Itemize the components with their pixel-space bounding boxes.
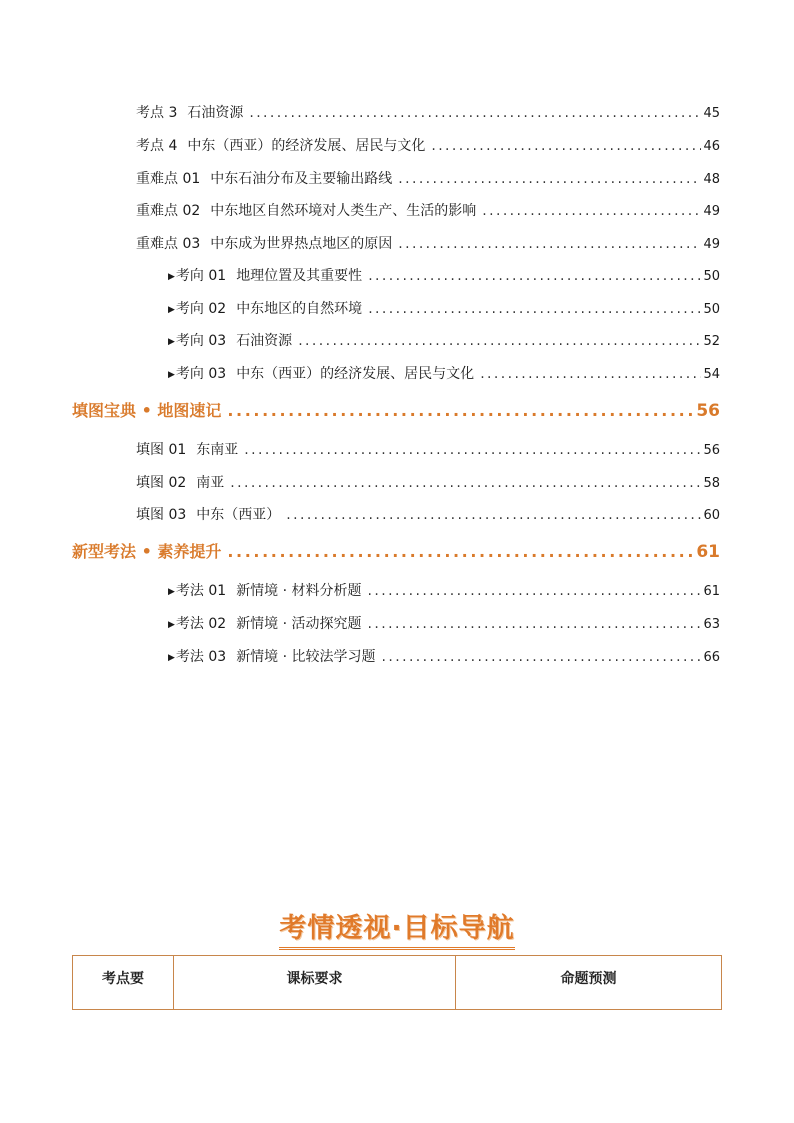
toc-entry-page: 52 [703, 334, 720, 349]
toc-entry-title: 中东（西亚）的经济发展、居民与文化 [236, 366, 475, 382]
toc-entry-number: 填图 01 [136, 442, 187, 458]
toc-section-page: 61 [696, 542, 720, 562]
dot-leader [398, 170, 701, 188]
toc-entry-number: 重难点 03 [136, 236, 201, 252]
triangle-bullet-icon: ▶ [168, 587, 175, 597]
toc-entry-title: 新情境 · 比较法学习题 [236, 649, 376, 665]
toc-entry[interactable] [168, 648, 720, 668]
toc-entry[interactable] [168, 332, 720, 352]
toc-entry-title: 中东石油分布及主要输出路线 [210, 171, 393, 187]
target-table [72, 955, 722, 1010]
toc-section-page: 56 [696, 401, 720, 421]
toc-entry-page: 58 [703, 476, 720, 491]
table-header-cell: 命题预测 [456, 956, 722, 1010]
toc-entry-title: 石油资源 [236, 333, 293, 349]
dot-leader [368, 582, 702, 600]
toc-section-heading[interactable] [72, 401, 720, 421]
toc-entry[interactable] [136, 170, 720, 189]
toc-entry-page: 49 [703, 204, 720, 219]
dot-leader [286, 506, 701, 524]
toc-entry-page: 46 [703, 139, 720, 154]
toc-entry-page: 56 [703, 443, 720, 458]
toc-entry-title: 东南亚 [196, 442, 239, 458]
toc-entry-page: 61 [703, 584, 720, 599]
dot-leader [480, 365, 701, 383]
toc-entry[interactable] [136, 202, 720, 221]
toc-entry-page: 66 [703, 650, 720, 665]
toc-entry-number: 考点 3 [136, 105, 178, 121]
table-header-cell: 课标要求 [174, 956, 456, 1010]
toc-entry-number: 重难点 02 [136, 203, 201, 219]
toc-entry-page: 63 [703, 617, 720, 632]
toc-entry-page: 60 [703, 508, 720, 523]
toc-entry-number: 考向 01 [175, 268, 227, 284]
toc-entry[interactable] [168, 267, 720, 287]
toc-entry-page: 50 [703, 302, 720, 317]
toc-entry-page: 48 [703, 172, 720, 187]
toc-entry-title: 中东成为世界热点地区的原因 [210, 236, 393, 252]
toc-entry-number: 考法 01 [175, 583, 227, 599]
toc-entry-title: 南亚 [196, 475, 225, 491]
dot-leader [368, 300, 701, 318]
dot-leader [230, 474, 701, 492]
toc-entry[interactable] [136, 104, 720, 123]
toc-entry-title: 中东地区自然环境对人类生产、生活的影响 [210, 203, 477, 219]
toc-entry-number: 重难点 01 [136, 171, 201, 187]
dot-leader [227, 542, 694, 562]
toc-entry-number: 考法 02 [175, 616, 227, 632]
toc-entry-number: 填图 02 [136, 475, 187, 491]
banner-title: 考情透视·目标导航 [279, 906, 514, 950]
toc-entry-page: 49 [703, 237, 720, 252]
dot-leader [298, 332, 701, 350]
toc-entry-title: 中东地区的自然环境 [236, 301, 363, 317]
section-banner [0, 906, 794, 950]
toc-entry-title: 石油资源 [187, 105, 244, 121]
toc-entry-page: 54 [703, 367, 720, 382]
toc-entry-number: 填图 03 [136, 507, 187, 523]
triangle-bullet-icon: ▶ [168, 305, 175, 315]
toc-section-heading[interactable] [72, 542, 720, 562]
triangle-bullet-icon: ▶ [168, 653, 175, 663]
toc-entry[interactable] [168, 615, 720, 635]
toc-entry[interactable] [168, 365, 720, 385]
toc-entry[interactable] [136, 441, 720, 460]
toc-entry-title: 中东（西亚） [196, 507, 281, 523]
toc-entry-title: 新情境 · 材料分析题 [236, 583, 362, 599]
toc-entry[interactable] [136, 235, 720, 254]
table-header-row [73, 956, 722, 1010]
toc-entry-number: 考向 03 [175, 366, 227, 382]
toc-entry-number: 考法 03 [175, 649, 227, 665]
dot-leader [227, 401, 694, 421]
toc-entry[interactable] [136, 137, 720, 156]
toc-entry[interactable] [136, 506, 720, 525]
toc-entry-page: 50 [703, 269, 720, 284]
toc-entry-title: 地理位置及其重要性 [236, 268, 363, 284]
toc-entry[interactable] [136, 474, 720, 493]
dot-leader [244, 441, 701, 459]
dot-leader [431, 137, 701, 155]
toc-entry-number: 考向 03 [175, 333, 227, 349]
toc-entry-title: 中东（西亚）的经济发展、居民与文化 [187, 138, 426, 154]
toc-entry-number: 考向 02 [175, 301, 227, 317]
dot-leader [382, 648, 702, 666]
dot-leader [482, 202, 701, 220]
toc-entry-page: 45 [703, 106, 720, 121]
toc-entry-number: 考点 4 [136, 138, 178, 154]
dot-leader [249, 104, 701, 122]
triangle-bullet-icon: ▶ [168, 337, 175, 347]
dot-leader [368, 615, 702, 633]
triangle-bullet-icon: ▶ [168, 272, 175, 282]
toc-entry[interactable] [168, 582, 720, 602]
triangle-bullet-icon: ▶ [168, 620, 175, 630]
toc-section-title: 新型考法 • 素养提升 [72, 542, 222, 561]
toc-section-title: 填图宝典 • 地图速记 [72, 401, 222, 420]
dot-leader [368, 267, 701, 285]
table-header-cell: 考点要 [73, 956, 174, 1010]
toc-entry-title: 新情境 · 活动探究题 [236, 616, 362, 632]
toc-entry[interactable] [168, 300, 720, 320]
triangle-bullet-icon: ▶ [168, 370, 175, 380]
dot-leader [398, 235, 701, 253]
